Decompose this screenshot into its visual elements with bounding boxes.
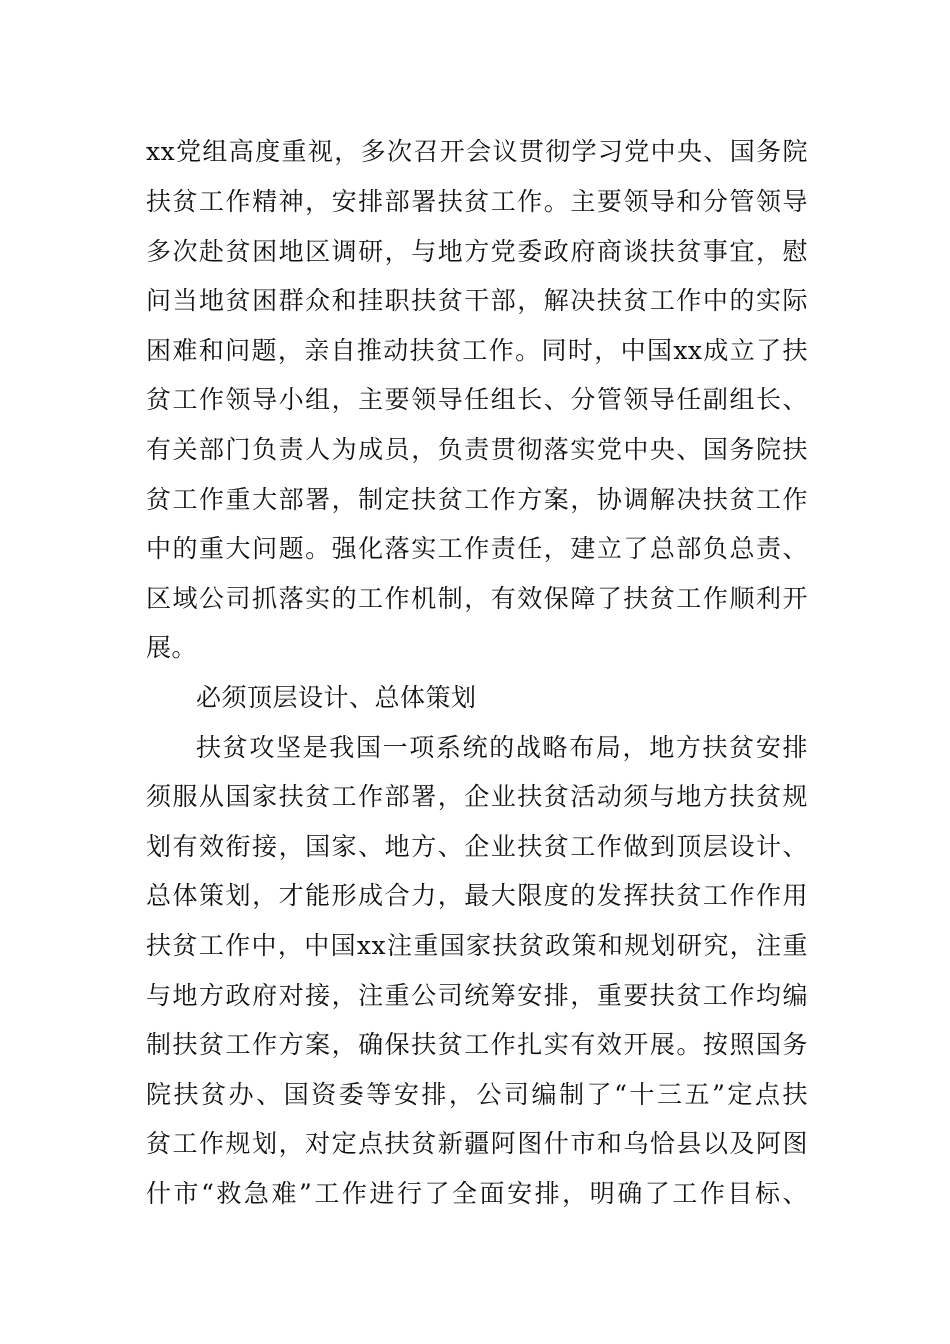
paragraph-2-line-1: 扶贫攻坚是我国一项系统的战略布局，地方扶贫安排 (196, 733, 808, 762)
paragraph-1-line-10: 区域公司抓落实的工作机制，有效保障了扶贫工作顺利开 (146, 584, 808, 613)
paragraph-2-line-6: 与地方政府对接，注重公司统筹安排，重要扶贫工作均编 (146, 981, 808, 1010)
paragraph-1-line-2: 扶贫工作精神，安排部署扶贫工作。主要领导和分管领导 (146, 187, 808, 216)
section-heading: 必须顶层设计、总体策划 (196, 683, 477, 712)
paragraph-2-line-5: 扶贫工作中，中国xx注重国家扶贫政策和规划研究，注重 (146, 931, 808, 960)
paragraph-1-line-11: 展。 (146, 633, 198, 662)
paragraph-1-line-7: 有关部门负责人为成员，负责贯彻落实党中央、国务院扶 (146, 435, 808, 464)
paragraph-2-line-4: 总体策划，才能形成合力，最大限度的发挥扶贫工作作用 (146, 881, 808, 910)
paragraph-2-line-9: 贫工作规划，对定点扶贫新疆阿图什市和乌恰县以及阿图 (146, 1129, 808, 1158)
paragraph-2-line-8: 院扶贫办、国资委等安排，公司编制了“十三五”定点扶 (146, 1080, 808, 1109)
paragraph-2-line-10: 什市“救急难”工作进行了全面安排，明确了工作目标、 (146, 1179, 808, 1208)
paragraph-1-line-9: 中的重大问题。强化落实工作责任，建立了总部负总责、 (146, 534, 808, 563)
paragraph-1-line-4: 问当地贫困群众和挂职扶贫干部，解决扶贫工作中的实际 (146, 286, 808, 315)
paragraph-2-line-2: 须服从国家扶贫工作部署，企业扶贫活动须与地方扶贫规 (146, 782, 808, 811)
paragraph-1-line-5: 困难和问题，亲自推动扶贫工作。同时，中国xx成立了扶 (146, 336, 808, 365)
paragraph-2-line-7: 制扶贫工作方案，确保扶贫工作扎实有效开展。按照国务 (146, 1030, 808, 1059)
paragraph-1-line-3: 多次赴贫困地区调研，与地方党委政府商谈扶贫事宜，慰 (146, 237, 808, 266)
paragraph-1-line-6: 贫工作领导小组，主要领导任组长、分管领导任副组长、 (146, 385, 808, 414)
paragraph-1-line-1: xx党组高度重视，多次召开会议贯彻学习党中央、国务院 (146, 137, 808, 166)
paragraph-1-line-8: 贫工作重大部署，制定扶贫工作方案，协调解决扶贫工作 (146, 485, 808, 514)
paragraph-2-line-3: 划有效衔接，国家、地方、企业扶贫工作做到顶层设计、 (146, 832, 808, 861)
